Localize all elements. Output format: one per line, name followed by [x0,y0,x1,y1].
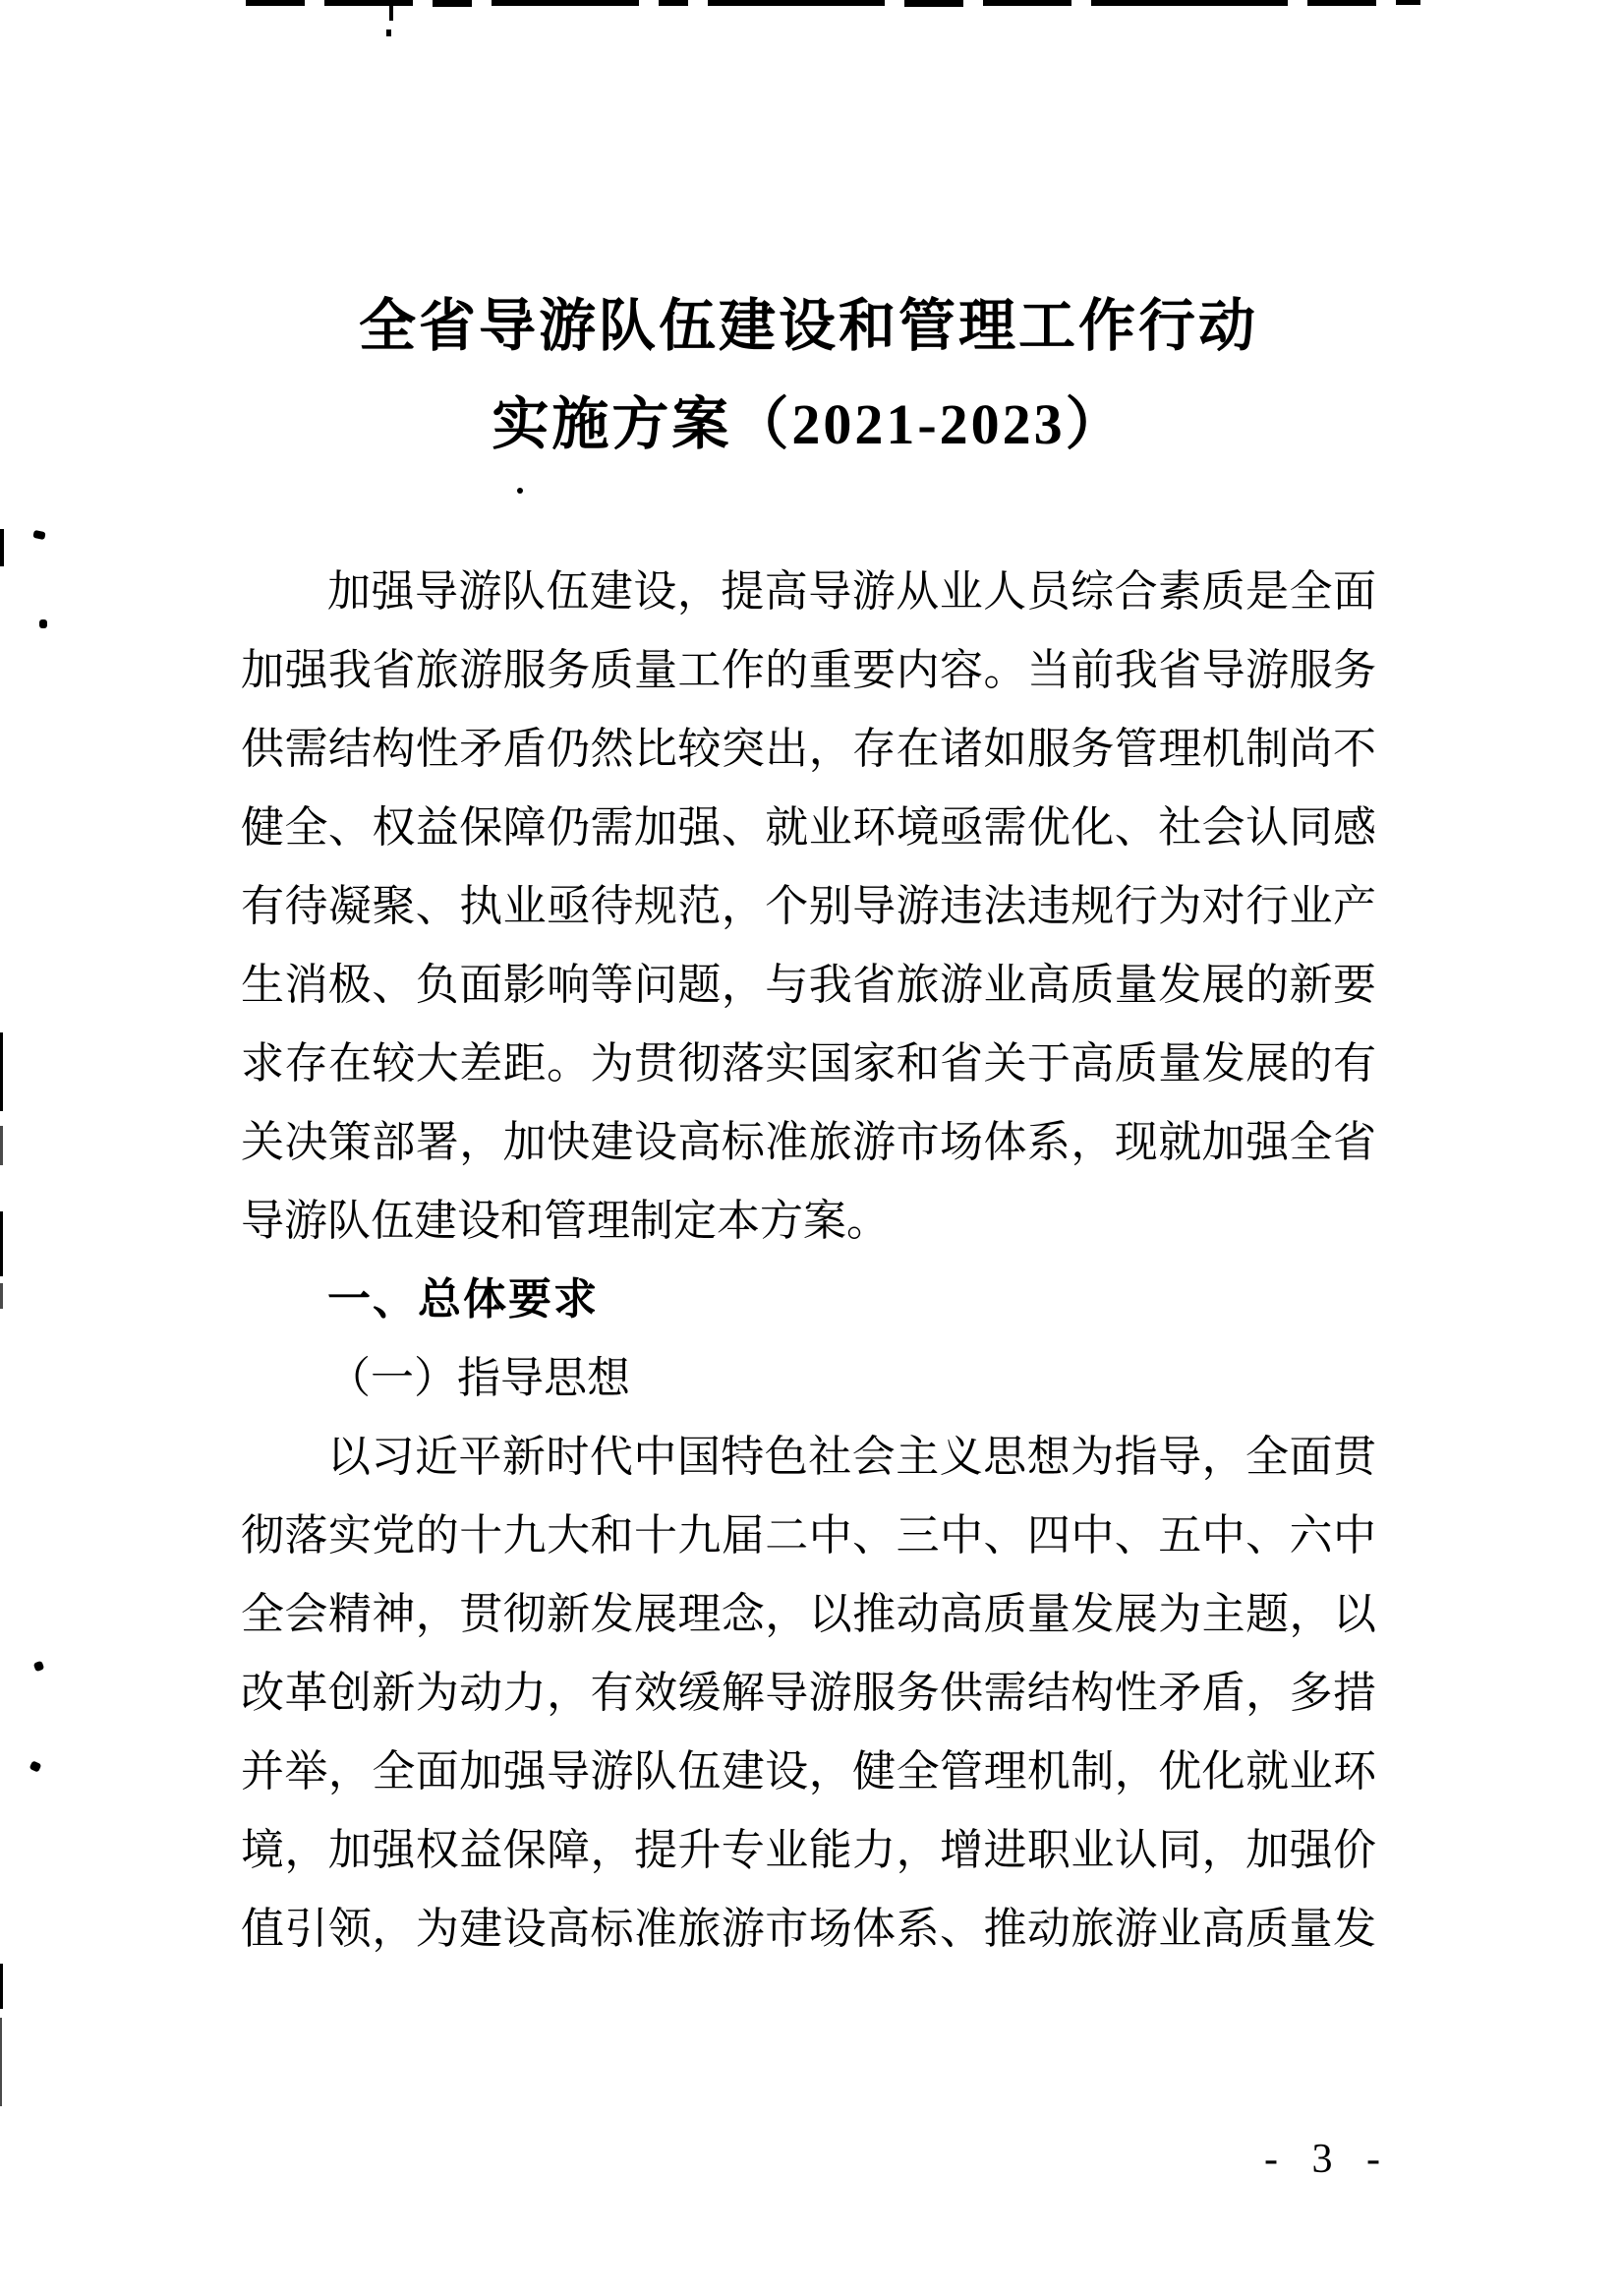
section-heading: 一、总体要求 [327,1275,599,1324]
body-line: 有待凝聚、执业亟待规范，个别导游违法违规行为对行业产 [241,882,1376,930]
scan-artifact-segment [492,0,639,6]
document-body [241,553,1376,1969]
body-line: 全会精神，贯彻新发展理念，以推动高质量发展为主题，以 [241,1590,1376,1638]
scan-artifact-segment [983,0,1071,6]
body-line: 导游队伍建设和管理制定本方案。 [241,1197,890,1245]
body-line: 以习近平新时代中国特色社会主义思想为指导，全面贯 [327,1433,1376,1481]
scan-artifact-edge-bar [0,2018,2,2106]
scan-artifact-segment [708,0,885,6]
scan-speck [517,488,523,494]
scan-speck [32,530,45,540]
scan-artifact-edge-bar [0,529,4,566]
body-line: 求存在较大差距。为贯彻落实国家和省关于高质量发展的有 [241,1039,1376,1088]
document-title [241,277,1376,474]
body-line: 加强导游队伍建设，提高导游从业人员综合素质是全面 [327,567,1376,616]
scan-artifact-segment [1091,0,1288,6]
body-line: 并举，全面加强导游队伍建设，健全管理机制，优化就业环 [241,1747,1376,1796]
scan-artifact-edge-bar [0,1032,3,1111]
body-line: 关决策部署，加快建设高标准旅游市场体系，现就加强全省 [241,1118,1376,1166]
scan-artifact-edge-bar [0,1283,3,1309]
body-line: 生消极、负面影响等问题，与我省旅游业高质量发展的新要 [241,961,1376,1009]
document-title-line1: 全省导游队伍建设和管理工作行动 [358,294,1258,358]
scan-artifact-tick [389,5,393,21]
scan-artifact-segment [324,0,413,6]
body-line: 健全、权益保障仍需加强、就业环境亟需优化、社会认同感 [241,803,1376,852]
body-line: 境，加强权益保障，提升专业能力，增进职业认同，加强价 [241,1826,1376,1874]
body-line: 彻落实党的十九大和十九届二中、三中、四中、五中、六中 [241,1511,1376,1560]
scan-artifact-edge-bar [0,1126,3,1165]
body-line: 供需结构性矛盾仍然比较突出，存在诸如服务管理机制尚不 [241,725,1376,773]
body-line: （一）指导思想 [327,1354,630,1402]
scan-artifact-edge-bar [0,1964,3,2009]
scan-artifact-segment [1307,0,1376,6]
scan-artifact-segment [433,0,472,7]
body-line: 改革创新为动力，有效缓解导游服务供需结构性矛盾，多措 [241,1669,1376,1717]
scan-artifact-segment [246,0,305,6]
scan-speck [386,29,391,36]
scan-artifact-edge-bar [0,1211,3,1276]
page-number: - 3 - [1264,2137,1390,2182]
scan-artifact-segment [904,0,963,7]
scan-artifact-segment [659,0,688,6]
scan-artifact-segment [1396,0,1420,5]
scan-speck [33,1661,45,1673]
scan-speck [29,1760,42,1772]
document-title-line2: 实施方案（2021-2023） [492,392,1126,456]
body-line: 值引领，为建设高标准旅游市场体系、推动旅游业高质量发 [241,1905,1376,1953]
body-line: 加强我省旅游服务质量工作的重要内容。当前我省导游服务 [241,646,1376,694]
scan-speck [39,619,47,628]
